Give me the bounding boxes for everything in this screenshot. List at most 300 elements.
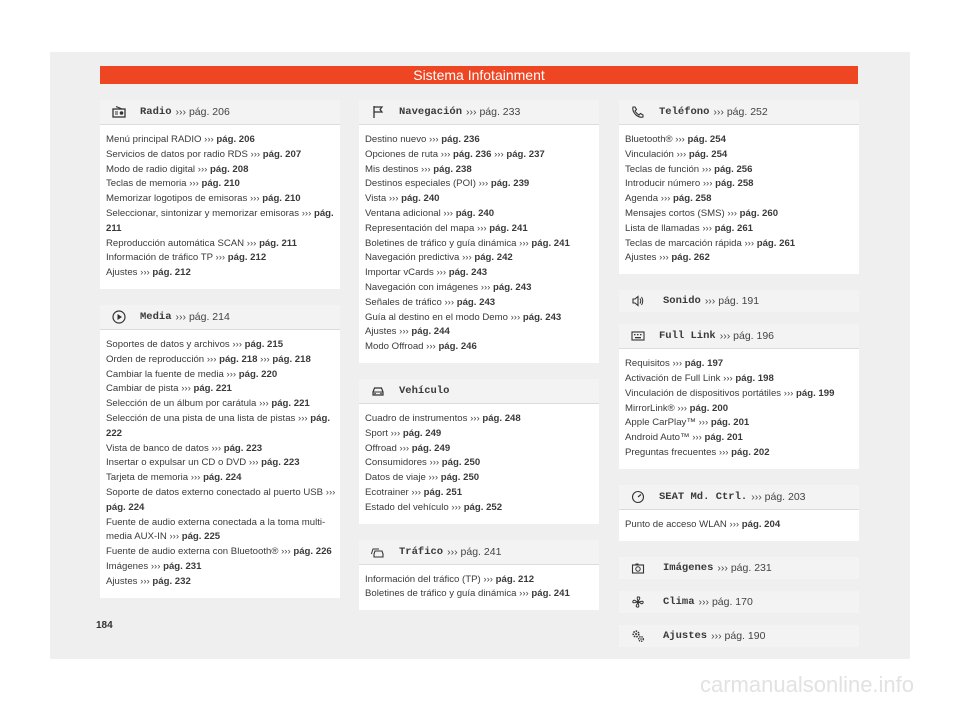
- index-entry[interactable]: [365, 148, 595, 163]
- page-ref[interactable]: pág. 241: [531, 237, 570, 249]
- entry-text: Ajustes: [625, 252, 657, 264]
- index-entry[interactable]: [625, 237, 855, 252]
- index-entry[interactable]: [365, 442, 595, 457]
- phone-card: [619, 100, 859, 274]
- index-entry[interactable]: [365, 486, 595, 501]
- index-entry[interactable]: [365, 412, 595, 427]
- index-entry[interactable]: [106, 397, 336, 412]
- entry-text: Memorizar logotipos de emisoras: [106, 193, 248, 205]
- page-arrow: ›››: [390, 427, 401, 439]
- page-ref[interactable]: pág. 226: [293, 546, 332, 558]
- page-arrow: ›››: [301, 207, 312, 219]
- entry-text: Ajustes: [365, 326, 397, 338]
- index-entry[interactable]: [365, 177, 595, 192]
- radio-card-header[interactable]: [100, 100, 340, 125]
- index-entry[interactable]: [106, 163, 336, 178]
- page-arrow: ›››: [189, 178, 199, 190]
- page-arrow: ›››: [232, 338, 242, 350]
- page-ref[interactable]: pág. 223: [261, 457, 300, 469]
- page-ref[interactable]: pág. 238: [433, 163, 472, 175]
- index-entry[interactable]: [106, 486, 336, 516]
- entry-text: Ventana adicional: [365, 207, 441, 219]
- page-arrow: ›››: [215, 252, 226, 264]
- page-arrow: ›››: [429, 457, 440, 469]
- navigation-ref[interactable]: ››› pág. 233: [466, 106, 521, 118]
- climate-item[interactable]: [619, 591, 859, 613]
- page-ref[interactable]: pág. 236: [441, 134, 480, 145]
- index-entry[interactable]: [106, 545, 336, 560]
- media-entries: [100, 330, 340, 598]
- traffic-card-header[interactable]: [359, 540, 599, 565]
- page-arrow: ›››: [702, 222, 712, 234]
- page-ref[interactable]: pág. 242: [474, 252, 513, 264]
- page-ref[interactable]: pág. 210: [201, 178, 240, 190]
- page-ref[interactable]: pág. 250: [440, 472, 480, 484]
- entry-text: Sport: [365, 427, 388, 439]
- page-header: Sistema Infotainment: [100, 66, 858, 84]
- page-arrow: ›››: [702, 178, 713, 190]
- seatctrl-ref[interactable]: ››› pág. 203: [751, 490, 806, 503]
- index-entry[interactable]: [106, 516, 336, 546]
- index-entry[interactable]: [106, 382, 336, 397]
- entry-text: Estado del vehículo: [365, 501, 449, 513]
- index-entry[interactable]: [625, 207, 855, 222]
- index-entry[interactable]: [365, 251, 595, 266]
- phone-ref[interactable]: ››› pág. 252: [713, 106, 768, 118]
- page-ref[interactable]: pág. 254: [688, 148, 728, 160]
- fulllink-card-header[interactable]: [619, 324, 859, 349]
- page-ref[interactable]: pág. 224: [106, 501, 145, 513]
- seatctrl-title: SEAT Md. Ctrl.: [659, 490, 748, 503]
- entry-text: Mensajes cortos (SMS): [625, 207, 725, 219]
- page-ref[interactable]: pág. 243: [522, 311, 562, 323]
- page-arrow: ›››: [440, 148, 451, 160]
- page-arrow: ›››: [660, 193, 671, 205]
- page-ref[interactable]: pág. 254: [687, 134, 726, 145]
- index-entry[interactable]: [106, 442, 336, 457]
- index-entry[interactable]: [625, 251, 855, 266]
- index-entry[interactable]: [106, 266, 336, 281]
- entry-text: Cambiar de pista: [106, 383, 179, 395]
- page-ref[interactable]: pág. 221: [193, 383, 232, 395]
- index-entry[interactable]: [365, 573, 595, 588]
- climate-ref[interactable]: ››› pág. 170: [698, 595, 753, 608]
- media-ref[interactable]: ››› pág. 214: [175, 310, 230, 323]
- index-entry[interactable]: [106, 148, 336, 163]
- seatctrl-card: [619, 485, 859, 541]
- index-entry[interactable]: [625, 357, 855, 372]
- entry-text: Android Auto™: [625, 432, 690, 444]
- page-ref[interactable]: pág. 237: [506, 148, 545, 160]
- index-entry[interactable]: [106, 353, 336, 368]
- vehicle-card: [359, 379, 599, 524]
- radio-icon: [112, 105, 126, 119]
- fulllink-card: [619, 324, 859, 469]
- page-arrow: ›››: [701, 163, 712, 175]
- index-entry[interactable]: [365, 281, 595, 296]
- page-arrow: ›››: [248, 457, 259, 469]
- page-arrow: ›››: [443, 207, 454, 219]
- entry-text: Fuente de audio externa conectada a la toma multi-media AUX-IN: [106, 516, 326, 543]
- page-arrow: ›››: [260, 353, 270, 365]
- page-ref[interactable]: pág. 232: [152, 575, 191, 587]
- page-ref[interactable]: pág. 212: [495, 573, 535, 585]
- entry-text: Fuente de audio externa con Bluetooth®: [106, 546, 279, 558]
- seatctrl-entries: [619, 510, 859, 541]
- index-entry[interactable]: [365, 296, 595, 311]
- entry-text: Datos de viaje: [365, 472, 426, 484]
- index-entry[interactable]: [625, 446, 855, 461]
- page-arrow: ›››: [259, 398, 269, 410]
- phone-title: Teléfono: [659, 106, 710, 118]
- page-arrow: ›››: [744, 237, 755, 249]
- page-ref[interactable]: pág. 220: [238, 368, 278, 380]
- entry-text: Opciones de ruta: [365, 148, 439, 160]
- page-ref[interactable]: pág. 198: [735, 372, 774, 384]
- index-entry[interactable]: [365, 237, 595, 252]
- entry-text: Preguntas frecuentes: [625, 446, 717, 458]
- speaker-sound-icon: [631, 294, 645, 308]
- page-ref[interactable]: pág. 231: [163, 560, 202, 572]
- page-arrow: ›››: [462, 252, 472, 264]
- index-entry[interactable]: [365, 501, 595, 516]
- index-entry[interactable]: [106, 133, 336, 148]
- entry-text: Tarjeta de memoria: [106, 472, 189, 484]
- keyboard-icon: [631, 329, 645, 343]
- page-ref[interactable]: pág. 207: [262, 148, 302, 160]
- page-ref[interactable]: pág. 244: [411, 326, 450, 338]
- sound-ref[interactable]: ››› pág. 191: [704, 295, 760, 308]
- page-ref[interactable]: pág. 240: [401, 193, 440, 205]
- page-arrow: ›››: [677, 402, 687, 414]
- climate-title: Clima: [663, 595, 695, 608]
- index-entry[interactable]: [625, 416, 855, 431]
- entry-text: Modo de radio digital: [106, 163, 196, 175]
- index-entry[interactable]: [365, 163, 595, 178]
- page-arrow: ›››: [169, 531, 180, 543]
- index-entry[interactable]: [106, 412, 336, 442]
- entry-text: Selección de un álbum por carátula: [106, 398, 257, 410]
- gauge-icon: [631, 490, 645, 504]
- page-ref[interactable]: pág. 250: [441, 457, 481, 469]
- phone-icon: [631, 105, 645, 119]
- entry-text: Consumidores: [365, 457, 427, 469]
- entry-text: Vinculación de dispositivos portátiles: [625, 387, 782, 399]
- page-arrow: ›››: [519, 237, 529, 249]
- entry-text: Introducir número: [625, 178, 701, 190]
- index-entry[interactable]: [365, 427, 595, 442]
- page-ref[interactable]: pág. 258: [715, 178, 754, 190]
- page-arrow: ›››: [675, 134, 685, 145]
- page-ref[interactable]: pág. 202: [731, 446, 770, 458]
- index-entry[interactable]: [365, 456, 595, 471]
- entry-text: Insertar o expulsar un CD o DVD: [106, 457, 247, 469]
- sound-item[interactable]: [619, 290, 859, 312]
- radio-ref[interactable]: ››› pág. 206: [175, 106, 230, 118]
- page-arrow: ›››: [140, 575, 150, 587]
- entry-text: Teclas de función: [625, 163, 700, 175]
- phone-card-header[interactable]: [619, 100, 859, 125]
- page-ref[interactable]: pág. 201: [704, 432, 743, 444]
- entry-text: Modo Offroad: [365, 341, 424, 353]
- fulllink-title: Full Link: [659, 330, 716, 343]
- page-arrow: ›››: [436, 267, 447, 279]
- navigation-entries: [359, 125, 599, 363]
- entry-text: Orden de reproducción: [106, 353, 205, 365]
- fulllink-ref[interactable]: ››› pág. 196: [719, 330, 775, 343]
- index-entry[interactable]: [365, 587, 595, 602]
- page-ref[interactable]: pág. 223: [223, 442, 263, 454]
- seatctrl-card-header[interactable]: [619, 485, 859, 510]
- page-ref[interactable]: pág. 225: [181, 531, 221, 543]
- page-arrow: ›››: [659, 252, 669, 264]
- page-ref[interactable]: pág. 249: [411, 442, 451, 454]
- entry-text: Punto de acceso WLAN: [625, 518, 727, 530]
- page-arrow: ›››: [692, 432, 702, 444]
- page-arrow: ›››: [181, 383, 191, 395]
- settings-item[interactable]: [619, 625, 859, 647]
- index-entry[interactable]: [106, 251, 336, 266]
- entry-text: Menú principal RADIO: [106, 134, 202, 145]
- media-card: [100, 305, 340, 598]
- index-entry[interactable]: [106, 177, 336, 192]
- entry-text: Boletines de tráfico y guía dinámica: [365, 237, 517, 249]
- page-ref[interactable]: pág. 241: [531, 588, 570, 600]
- page-ref[interactable]: pág. 221: [271, 398, 310, 410]
- page-ref[interactable]: pág. 224: [203, 472, 242, 484]
- index-entry[interactable]: [365, 325, 595, 340]
- page-arrow: ›››: [727, 207, 737, 219]
- index-entry[interactable]: [365, 222, 595, 237]
- entry-text: Cambiar la fuente de media: [106, 368, 224, 380]
- page-ref[interactable]: pág. 243: [493, 281, 532, 293]
- page-arrow: ›››: [281, 546, 291, 558]
- entry-text: Soportes de datos y archivos: [106, 338, 230, 350]
- page-arrow: ›››: [411, 486, 421, 498]
- page-ref[interactable]: pág. 240: [455, 207, 495, 219]
- entry-text: Representación del mapa: [365, 222, 475, 234]
- index-entry[interactable]: [106, 338, 336, 353]
- page-ref[interactable]: pág. 236: [453, 148, 492, 160]
- page-ref[interactable]: pág. 210: [262, 193, 301, 205]
- page-ref[interactable]: pág. 197: [684, 358, 724, 370]
- page-arrow: ›››: [494, 148, 504, 160]
- page-arrow: ›››: [204, 134, 214, 145]
- vehicle-card-header[interactable]: [359, 379, 599, 404]
- page-ref[interactable]: pág. 201: [710, 417, 750, 429]
- index-entry[interactable]: [106, 575, 336, 590]
- settings-ref[interactable]: ››› pág. 190: [711, 629, 766, 642]
- index-entry[interactable]: [365, 192, 595, 207]
- media-card-header[interactable]: [100, 305, 340, 330]
- index-entry[interactable]: [365, 133, 595, 148]
- page-arrow: ›››: [729, 518, 740, 530]
- index-entry[interactable]: [625, 163, 855, 178]
- page-arrow: ›››: [206, 353, 217, 365]
- index-entry[interactable]: [106, 456, 336, 471]
- radio-card: [100, 100, 340, 289]
- entry-text: Ecotrainer: [365, 486, 409, 498]
- page-ref[interactable]: pág. 239: [490, 178, 530, 190]
- page-arrow: ›››: [399, 326, 409, 338]
- page-arrow: ›››: [249, 193, 260, 205]
- entry-text: Destinos especiales (POI): [365, 178, 476, 190]
- column-1: [100, 100, 340, 614]
- page-ref[interactable]: pág. 252: [463, 501, 503, 513]
- index-entry[interactable]: [625, 192, 855, 207]
- page-ref[interactable]: pág. 199: [796, 387, 835, 399]
- index-entry[interactable]: [365, 207, 595, 222]
- flag-icon: [371, 105, 385, 119]
- entry-text: Reproducción automática SCAN: [106, 237, 245, 249]
- entry-text: Vinculación: [625, 148, 674, 160]
- page-ref[interactable]: pág. 261: [756, 237, 796, 249]
- entry-text: Seleccionar, sintonizar y memorizar emisoras: [106, 207, 300, 219]
- page-arrow: ›››: [480, 281, 491, 293]
- page-ref[interactable]: pág. 262: [671, 252, 710, 264]
- entry-text: Vista de banco de datos: [106, 442, 209, 454]
- entry-text: Cuadro de instrumentos: [365, 412, 468, 424]
- index-entry[interactable]: [365, 471, 595, 486]
- page-arrow: ›››: [477, 222, 487, 234]
- page-ref[interactable]: pág. 246: [438, 341, 477, 353]
- page-arrow: ›››: [478, 178, 489, 190]
- navigation-title: Navegación: [399, 106, 463, 118]
- page-arrow: ›››: [519, 588, 529, 600]
- page-ref[interactable]: pág. 200: [689, 402, 729, 414]
- images-item[interactable]: [619, 557, 859, 579]
- page-ref[interactable]: pág. 208: [210, 163, 249, 175]
- entry-text: Agenda: [625, 193, 659, 205]
- index-entry[interactable]: [625, 402, 855, 417]
- page-ref[interactable]: pág. 211: [106, 207, 334, 234]
- page-arrow: ›››: [451, 501, 462, 513]
- entry-text: Navegación con imágenes: [365, 281, 479, 293]
- page-number: 184: [96, 620, 113, 631]
- page-ref[interactable]: pág. 249: [402, 427, 442, 439]
- fulllink-entries: [619, 349, 859, 469]
- entry-text: Ajustes: [106, 575, 138, 587]
- entry-text: Boletines de tráfico y guía dinámica: [365, 588, 517, 600]
- page-ref[interactable]: pág. 260: [739, 207, 779, 219]
- entry-text: Apple CarPlay™: [625, 417, 696, 429]
- page-arrow: ›››: [325, 486, 336, 498]
- page-ref[interactable]: pág. 212: [152, 267, 191, 279]
- page-ref[interactable]: pág. 204: [741, 518, 781, 530]
- page-arrow: ›››: [428, 472, 439, 484]
- entry-text: Información de tráfico TP: [106, 252, 213, 264]
- index-entry[interactable]: [106, 560, 336, 575]
- entry-text: Lista de llamadas: [625, 222, 700, 234]
- entry-text: Bluetooth®: [625, 134, 673, 145]
- index-entry[interactable]: [625, 148, 855, 163]
- page-arrow: ›››: [399, 442, 410, 454]
- page-arrow: ›››: [718, 446, 729, 458]
- traffic-card: [359, 540, 599, 611]
- page-arrow: ›››: [510, 311, 521, 323]
- index-entry[interactable]: [625, 222, 855, 237]
- fan-icon: [631, 595, 645, 609]
- page-ref[interactable]: pág. 256: [714, 163, 753, 175]
- car-icon: [371, 384, 385, 398]
- index-entry[interactable]: [106, 368, 336, 383]
- navigation-card: [359, 100, 599, 363]
- page-arrow: ›››: [421, 163, 431, 175]
- index-entry[interactable]: [365, 311, 595, 326]
- page-ref[interactable]: pág. 215: [244, 338, 284, 350]
- entry-text: Vista: [365, 193, 387, 205]
- page-arrow: ›››: [140, 267, 150, 279]
- page-ref[interactable]: pág. 243: [456, 296, 496, 308]
- page-arrow: ›››: [211, 442, 222, 454]
- page-arrow: ›››: [246, 237, 257, 249]
- page-arrow: ›››: [250, 148, 261, 160]
- images-ref[interactable]: ››› pág. 231: [717, 561, 772, 574]
- page-ref[interactable]: pág. 218: [272, 353, 311, 365]
- entry-text: Importar vCards: [365, 267, 434, 279]
- index-entry[interactable]: [625, 387, 855, 402]
- page-arrow: ›››: [698, 417, 709, 429]
- camera-icon: [631, 561, 645, 575]
- navigation-card-header[interactable]: [359, 100, 599, 125]
- entry-text: Offroad: [365, 442, 397, 454]
- entry-text: Requisitos: [625, 358, 670, 370]
- page-ref[interactable]: pág. 261: [714, 222, 754, 234]
- media-title: Media: [140, 310, 172, 323]
- page-arrow: ›››: [470, 412, 480, 424]
- page-arrow: ›››: [672, 358, 683, 370]
- settings-title: Ajustes: [663, 629, 708, 642]
- page-ref[interactable]: pág. 212: [227, 252, 267, 264]
- index-entry[interactable]: [106, 207, 336, 237]
- page-arrow: ›››: [298, 412, 308, 424]
- entry-text: Destino nuevo: [365, 134, 427, 145]
- entry-text: Ajustes: [106, 267, 138, 279]
- traffic-title: Tráfico: [399, 545, 444, 558]
- page-ref[interactable]: pág. 206: [216, 134, 255, 145]
- index-entry[interactable]: [365, 266, 595, 281]
- entry-text: Teclas de marcación rápida: [625, 237, 742, 249]
- traffic-ref[interactable]: ››› pág. 241: [447, 545, 502, 558]
- index-entry[interactable]: [106, 192, 336, 207]
- index-entry[interactable]: [625, 177, 855, 192]
- index-entry[interactable]: [365, 340, 595, 355]
- sound-title: Sonido: [663, 295, 701, 308]
- index-entry[interactable]: [625, 372, 855, 387]
- index-entry[interactable]: [106, 471, 336, 486]
- index-entry[interactable]: [625, 518, 855, 533]
- entry-text: Navegación predictiva: [365, 252, 460, 264]
- page-ref[interactable]: pág. 243: [448, 267, 488, 279]
- page-arrow: ›››: [426, 341, 436, 353]
- page-arrow: ›››: [429, 134, 439, 145]
- radio-title: Radio: [140, 106, 172, 118]
- page-ref[interactable]: pág. 251: [423, 486, 463, 498]
- page-ref[interactable]: pág. 258: [673, 193, 712, 205]
- page-arrow: ›››: [150, 560, 161, 572]
- index-entry[interactable]: [106, 237, 336, 252]
- page-ref[interactable]: pág. 222: [106, 412, 331, 439]
- index-entry[interactable]: [625, 431, 855, 446]
- entry-text: Información del tráfico (TP): [365, 573, 481, 585]
- page-ref[interactable]: pág. 241: [489, 222, 528, 234]
- page-ref[interactable]: pág. 248: [482, 412, 521, 424]
- page-ref[interactable]: pág. 218: [219, 353, 258, 365]
- page-arrow: ›››: [783, 387, 794, 399]
- page-arrow: ›››: [226, 368, 237, 380]
- index-entry[interactable]: [625, 133, 855, 148]
- page-ref[interactable]: pág. 211: [259, 237, 297, 249]
